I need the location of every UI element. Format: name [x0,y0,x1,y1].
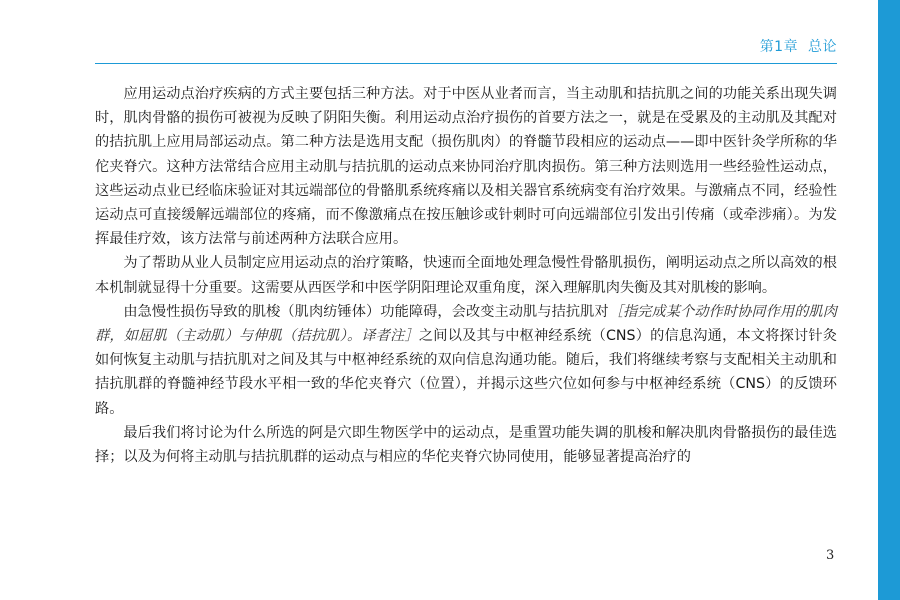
body-text [95,82,837,469]
paragraph-3-text-a: 由急慢性损伤导致的肌梭（肌肉纺锤体）功能障碍，会改变主动肌与拮抗肌对 [123,303,609,320]
page-number: 3 [826,548,835,563]
header-rule [95,63,837,64]
paragraph-1: 应用运动点治疗疾病的方式主要包括三种方法。对于中医从业者而言，当主动肌和拮抗肌之间的功能关系出现失调时，肌肉骨骼的损伤可被视为反映了阴阳失衡。利用运动点治疗损伤的首要方法之一，就是在受累及的主动肌及其配对的拮抗肌上应用局部运动点。第二种方法是选用支配（损伤肌肉）的脊髓节段相应的运动点——即中医针灸学所称的华佗夹脊穴。这种方法常结合应用主动肌与拮抗肌的运动点来协同治疗肌肉损伤。第三种方法则选用一些经验性运动点，这些运动点业已经临床验证对其远端部位的骨骼肌系统疼痛以及相关器官系统病变有治疗效果。与激痛点不同，经验性运动点可直接缓解远端部位的疼痛，而不像激痛点在按压触诊或针刺时可向远端部位引发出引传痛（或牵涉痛）。为发挥最佳疗效，该方法常与前述两种方法联合应用。 [95,86,837,248]
paragraph-3 [95,300,837,421]
running-header [95,36,837,62]
translator-note: ［指完成某个动作时协同作用的肌肉群，如屈肌（主动肌）与伸肌（拮抗肌）。译者注］ [95,303,837,345]
paragraph-3-text-b: 之间以及其与中枢神经系统（CNS）的信息沟通，本文将探讨针灸如何恢复主动肌与拮抗肌对之间及其与中枢神经系统的双向信息沟通功能。随后，我们将继续考察与支配相关主动肌和拮抗肌群的脊髓神经节段水平相一致的华佗夹脊穴（位置），并揭示这些穴位如何参与中枢神经系统（CNS）的反馈环路。 [95,328,837,417]
paragraph-4: 最后我们将讨论为什么所选的阿是穴即生物医学中的运动点，是重置功能失调的肌梭和解决肌肉骨骼损伤的最佳选择；以及为何将主动肌与拮抗肌群的运动点与相应的华佗夹脊穴协同使用，能够显著提高治疗的 [95,424,837,466]
paragraph-2: 为了帮助从业人员制定应用运动点的治疗策略，快速而全面地处理急慢性骨骼肌损伤，阐明运动点之所以高效的根本机制就显得十分重要。这需要从西医学和中医学阴阳理论双重角度，深入理解肌肉失衡及其对肌梭的影响。 [95,255,837,296]
chapter-side-tab [878,0,900,600]
chapter-title: 第1章 总论 [759,39,837,55]
